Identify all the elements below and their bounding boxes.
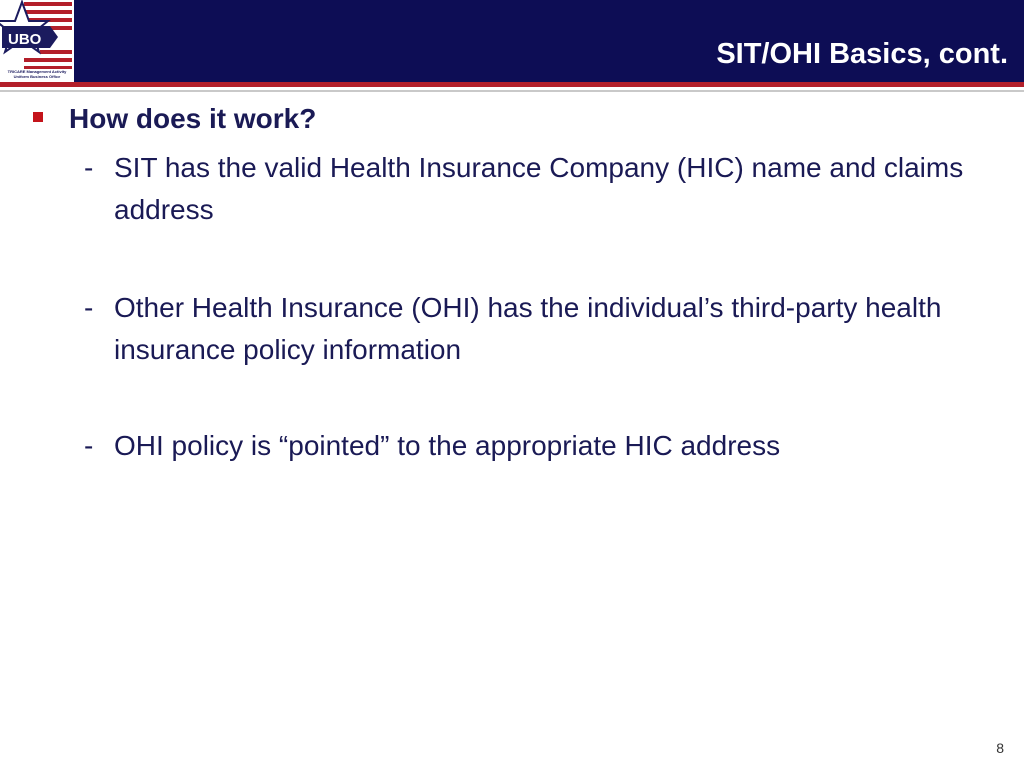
sub-bullet-item: [84, 287, 994, 371]
bullet-heading: How does it work?: [69, 103, 317, 134]
dash-bullet: -: [84, 430, 94, 461]
logo-subtext-line1: TRICARE Management Activity: [7, 69, 67, 74]
sub-bullet-item: [84, 147, 994, 231]
sub-bullet-item: [84, 425, 994, 467]
sub-bullet-text: OHI policy is “pointed” to the appropriate HIC address: [114, 430, 781, 461]
square-bullet-icon: [33, 112, 43, 122]
slide-title: SIT/OHI Basics, cont.: [716, 38, 1008, 70]
dash-bullet: -: [84, 292, 94, 323]
logo-subtext-line2: Uniform Business Office: [13, 74, 61, 79]
sub-bullet-text: SIT has the valid Health Insurance Company (HIC) name and claims address: [114, 152, 964, 225]
page-number: 8: [996, 740, 1004, 756]
dash-bullet: -: [84, 152, 94, 183]
sub-bullet-text: Other Health Insurance (OHI) has the individual’s third-party health insurance policy information: [114, 292, 942, 365]
logo-text: UBO: [8, 31, 42, 48]
